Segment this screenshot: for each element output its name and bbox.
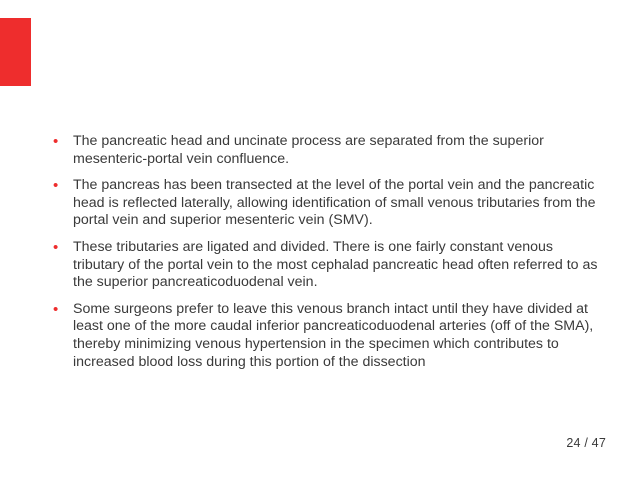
bullet-item bbox=[53, 301, 603, 371]
bullet-dot-icon: • bbox=[53, 238, 59, 256]
bullet-item bbox=[53, 239, 603, 292]
bullet-dot-icon: • bbox=[53, 177, 59, 195]
bullet-text: Some surgeons prefer to leave this venous branch intact until they have divided at least one of the more caudal inferior pancreaticoduodenal arteries (off of the SMA), thereby minimizing venous hypertension in the specimen which contributes to increased blood loss during this portion of the dissection bbox=[73, 300, 594, 370]
bullet-text: These tributaries are ligated and divided. There is one fairly constant venous tributary of the portal vein to the most cephalad pancreatic head often referred to as the superior pancreaticoduodenal vein. bbox=[73, 238, 598, 291]
bullet-dot-icon: • bbox=[53, 133, 59, 150]
bullet-item bbox=[53, 133, 603, 168]
bullet-item bbox=[53, 177, 603, 230]
bullet-text: The pancreas has been transected at the level of the portal vein and the pancreatic head is reflected laterally, allowing identification of small venous tributaries from the portal vein and superior mesenteric vein (SMV). bbox=[73, 177, 596, 229]
bullet-list bbox=[53, 133, 603, 380]
page-number: 24 / 47 bbox=[566, 436, 606, 450]
title-accent-bar bbox=[0, 18, 31, 86]
bullet-text: The pancreatic head and uncinate process are separated from the superior mesenteric-portal vein confluence. bbox=[73, 133, 544, 167]
bullet-dot-icon: • bbox=[53, 300, 59, 318]
